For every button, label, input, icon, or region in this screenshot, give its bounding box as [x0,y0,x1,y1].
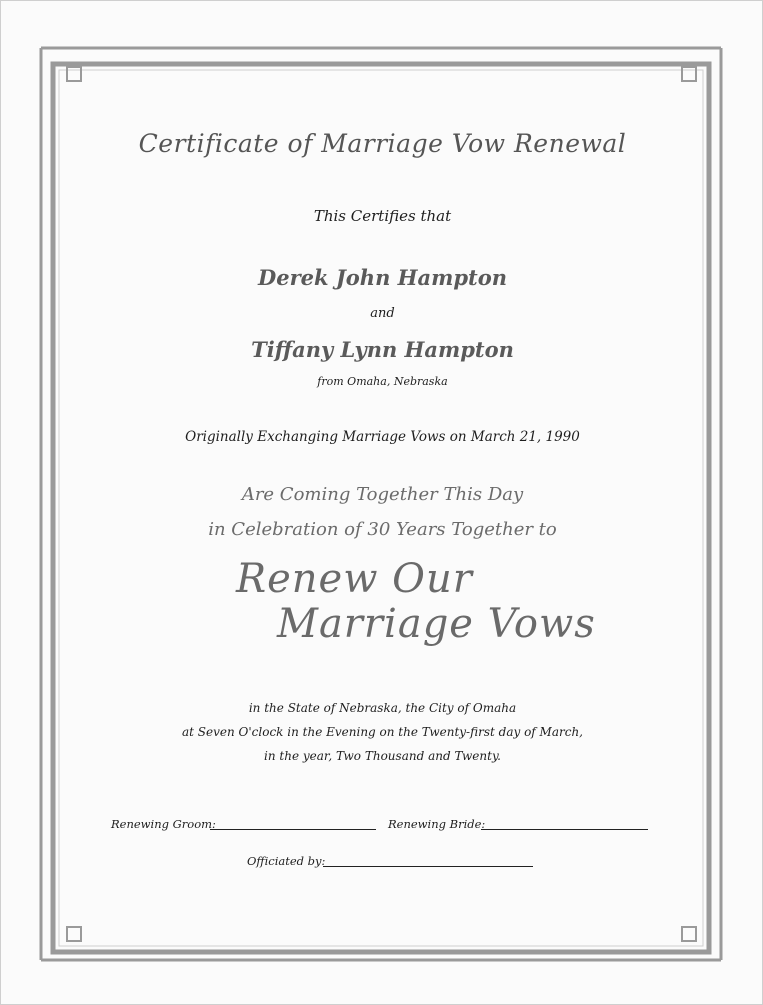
bride-signature-line[interactable] [481,829,648,830]
coming-together-text: Are Coming Together This Day [241,484,524,505]
celebration-text: in Celebration of 30 Years Together to [208,519,557,540]
officiant-signature-label: Officiated by: [247,854,326,868]
corner-square-bottom-left [67,927,81,941]
officiant-signature-line[interactable] [323,866,533,867]
certifies-text: This Certifies that [313,207,452,225]
ceremony-time-text: at Seven O'clock in the Evening on the Twenty-first day of March, [182,725,583,739]
certificate-title: Certificate of Marriage Vow Renewal [138,129,627,158]
border-inner-highlight [59,70,703,946]
bride-name: Tiffany Lynn Hampton [251,337,514,362]
and-text: and [370,306,395,321]
hometown-text: from Omaha, Nebraska [317,375,448,388]
corner-square-top-left [67,67,81,81]
original-vows-text: Originally Exchanging Marriage Vows on March 21, 1990 [185,429,580,445]
corner-square-bottom-right [682,927,696,941]
renew-heading-line-2: Marriage Vows [277,601,596,647]
renew-heading-line-1: Renew Our [236,556,473,602]
groom-name: Derek John Hampton [258,265,507,290]
groom-signature-line[interactable] [210,829,376,830]
location-text: in the State of Nebraska, the City of Omaha [248,701,517,715]
bride-signature-label: Renewing Bride: [388,817,486,831]
corner-square-top-right [682,67,696,81]
groom-signature-label: Renewing Groom: [111,817,216,831]
ceremony-year-text: in the year, Two Thousand and Twenty. [264,749,501,763]
